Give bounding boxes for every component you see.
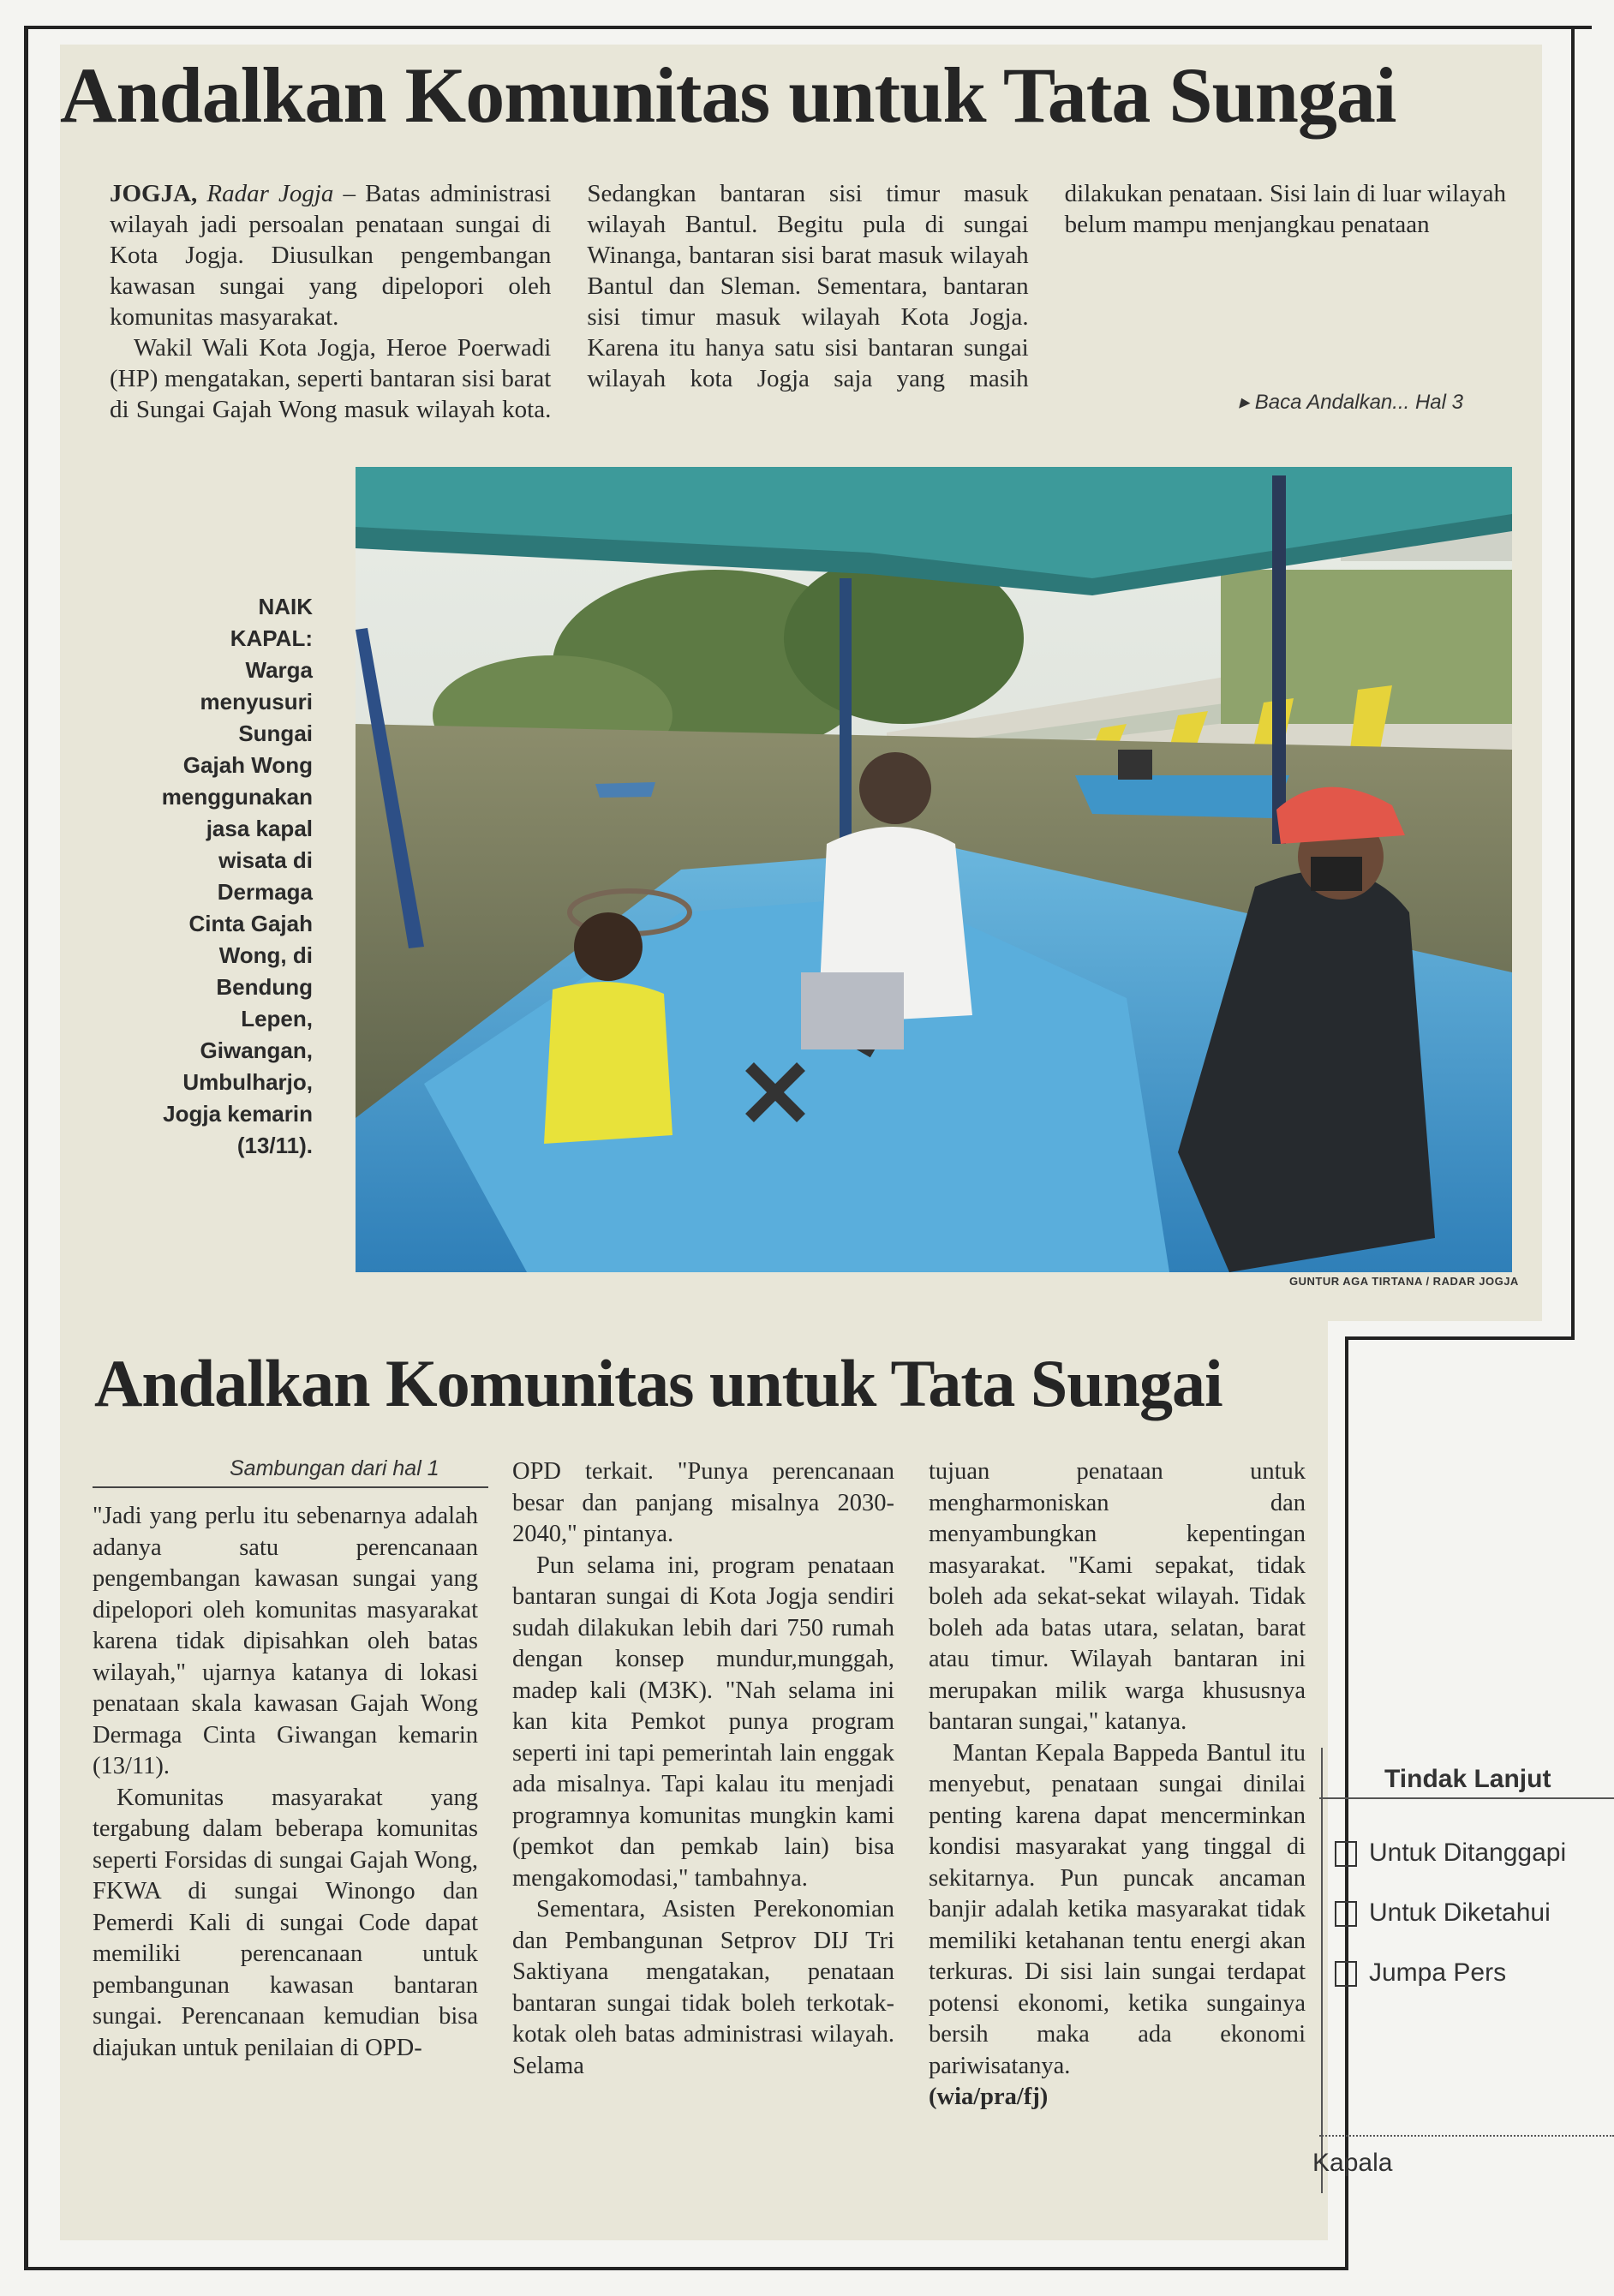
cont-col1-p1: "Jadi yang perlu itu sebenarnya adalah adanya satu perencanaan pengembangan kawasan sungai yang dipelopori oleh komunitas masyarakat karena tidak dipisahkan oleh batas wilayah," ujarnya katanya di lokasi penataan skala kawasan Gajah Wong Dermaga Cinta Giwangan kemarin (13/11). <box>93 1503 478 1779</box>
stamp-title: Tindak Lanjut <box>1384 1765 1551 1793</box>
stamp-option-jumpa-pers[interactable] <box>1335 1958 1506 1988</box>
caption-line: Jogja kemarin <box>163 1101 313 1127</box>
caption-line: jasa kapal <box>206 816 313 841</box>
frame-top <box>24 26 1592 29</box>
photo-credit: GUNTUR AGA TIRTANA / RADAR JOGJA <box>1289 1275 1519 1288</box>
stamp-footer: Kapala <box>1312 2149 1393 2177</box>
boat-photo-illustration <box>356 467 1512 1272</box>
caption-line: (13/11). <box>236 1133 313 1158</box>
caption-line: Dermaga <box>217 879 313 905</box>
stamp-left-rule <box>1321 1748 1323 2193</box>
stamp-option-label: Jumpa Pers <box>1369 1958 1507 1987</box>
continuation-col-2 <box>512 1456 894 2082</box>
caption-line: Gajah Wong <box>182 752 313 778</box>
read-more-label: Baca Andalkan... Hal 3 <box>1254 391 1463 414</box>
intro-paragraph-1: Batas administrasi wilayah jadi persoalan penataan sungai di Kota Jogja. Diusulkan pengembangan kawasan sungai yang dipelopori oleh komunitas masyarakat. <box>110 180 552 331</box>
stamp-option-diketahui[interactable] <box>1335 1898 1551 1928</box>
source-name: Radar Jogja <box>206 180 334 207</box>
cont-col2-p2: Pun selama ini, program penataan bantaran sungai di Kota Jogja sendiri sudah dilakukan lebih dari 750 rumah dengan konsep mundur,munggah, madep kali (M3K). "Nah selama ini kan kita Pemkot punya program seperti ini tapi pemerintah lain enggak ada misalnya. Tapi kalau itu menjadi programnya komunitas mungkin kami (pemkot dan pemkab lain) bisa mengakomodasi," tambahnya. <box>512 1552 894 1892</box>
boat-photo <box>356 467 1512 1272</box>
caption-line: Lepen, <box>241 1006 313 1031</box>
dateline: JOGJA, <box>110 180 198 207</box>
caption-line: menggunakan <box>161 784 313 810</box>
subline-rule <box>93 1486 488 1488</box>
stamp-option-ditanggapi[interactable] <box>1335 1839 1566 1868</box>
photo-caption <box>137 591 313 1162</box>
continuation-headline: Andalkan Komunitas untuk Tata Sungai <box>94 1346 1222 1420</box>
frame-step <box>1345 1336 1575 1340</box>
frame-right-lower <box>1345 1336 1348 2270</box>
stamp-option-label: Untuk Diketahui <box>1369 1898 1551 1927</box>
caption-line: Wong, di <box>218 942 313 968</box>
caption-line: Warga <box>245 657 313 683</box>
article-intro: JOGJA, Radar Jogja – Batas administrasi wilayah jadi persoalan penataan sungai di Kota Jogja. Diusulkan pengembangan kawasan sungai yang dipelopori oleh komunitas masyarakat. Wakil Wali Kota Jogja, Heroe Poerwadi (HP) mengatakan, seperti bantaran sisi barat di Sungai Gajah Wong masuk wilayah kota. Sedangkan bantaran sisi timur masuk wilayah Bantul. Begitu pula di sungai Winanga, bantaran sisi barat masuk wilayah Bantul dan Sleman. Sementara, bantaran sisi timur masuk wilayah Kota Jogja. Karena itu hanya satu sisi bantaran sungai wilayah kota Jogja saja yang masih dilakukan penataan. Sisi lain di luar wilayah belum mampu menjangkau penataan <box>110 178 1506 435</box>
checkbox-icon[interactable] <box>1335 1961 1357 1987</box>
caption-line: Giwangan, <box>200 1037 313 1063</box>
caption-line: Umbulharjo, <box>182 1069 313 1095</box>
stamp-title-rule <box>1319 1797 1614 1799</box>
cont-col3-p2: Mantan Kepala Bappeda Bantul itu menyebut, penataan sungai dinilai penting karena dapat mencerminkan kondisi masyarakat yang tinggal di sekitarnya. Pun puncak ancaman banjir adalah ketika masyarakat tidak memiliki ketahanan tentu energi akan terkuras. Di sisi lain sungai terdapat potensi ekonomi, ketika sungainya bersih maka ada ekonomi pariwisatanya. <box>929 1739 1306 2079</box>
cont-col3-p1: tujuan penataan untuk mengharmoniskan dan menyambungkan kepentingan masyarakat. "Kami sepakat, tidak boleh ada sekat-sekat wilayah. Tidak boleh ada batas utara, selatan, barat atau timur. Wilayah bantaran ini merupakan milik warga khususnya bantaran sungai," katanya. <box>929 1458 1306 1735</box>
frame-bottom <box>24 2267 1348 2270</box>
continuation-col-3 <box>929 1456 1306 2114</box>
article-headline: Andalkan Komunitas untuk Tata Sungai <box>60 51 1396 139</box>
caption-line: NAIK <box>258 594 313 619</box>
caption-line: Bendung <box>216 974 313 1000</box>
read-more-link[interactable]: ▸ Baca Andalkan... Hal 3 <box>1239 391 1463 414</box>
caption-line: Cinta Gajah <box>188 911 313 936</box>
caption-line: KAPAL: <box>230 625 313 651</box>
continuation-col-1 <box>93 1501 478 2064</box>
checkbox-icon[interactable] <box>1335 1841 1357 1867</box>
signature: (wia/pra/fj) <box>929 2084 1049 2110</box>
intro-paragraph-2: Wakil Wali Kota Jogja, Heroe Poerwadi (HP) mengatakan, seperti bantaran sisi barat di Sungai Gajah Wong masuk wilayah kota. Sedangkan bantaran sisi timur masuk wilayah Bantul. Begitu pula di sungai Winanga, bantaran sisi barat masuk wilayah Bantul dan Sleman. Sementara, bantaran sisi timur masuk wilayah Kota Jogja. Karena itu hanya satu sisi bantaran sungai wilayah kota Jogja saja yang masih dilakukan penataan. Sisi lain di luar wilayah belum mampu menjangkau penataan <box>110 180 1506 423</box>
stamp-dotted-rule <box>1319 2135 1614 2137</box>
caption-line: menyusuri <box>200 689 313 715</box>
frame-left <box>24 26 28 2270</box>
cont-col2-p3: Sementara, Asisten Perekonomian dan Pembangunan Setprov DIJ Tri Saktiyana mengatakan, penataan bantaran sungai tidak boleh terkotak-kotak oleh batas administrasi wilayah. Selama <box>512 1896 894 2079</box>
cont-col2-p1: OPD terkait. "Punya perencanaan besar dan panjang misalnya 2030-2040," pintanya. <box>512 1458 894 1547</box>
continuation-subline: Sambungan dari hal 1 <box>230 1456 439 1480</box>
frame-right-upper <box>1571 26 1575 1338</box>
cont-col1-p2: Komunitas masyarakat yang tergabung dalam beberapa komunitas seperti Forsidas di sungai Gajah Wong, FKWA di sungai Winongo dan Pemerdi Kali di sungai Code dapat memiliki perencanaan untuk pembangunan kawasan bantaran sungai. Perencanaan kemudian bisa diajukan untuk penilaian di OPD- <box>93 1784 478 2061</box>
checkbox-icon[interactable] <box>1335 1901 1357 1927</box>
stamp-option-label: Untuk Ditanggapi <box>1369 1839 1567 1867</box>
caption-line: wisata di <box>218 847 313 873</box>
caption-line: Sungai <box>238 720 313 746</box>
